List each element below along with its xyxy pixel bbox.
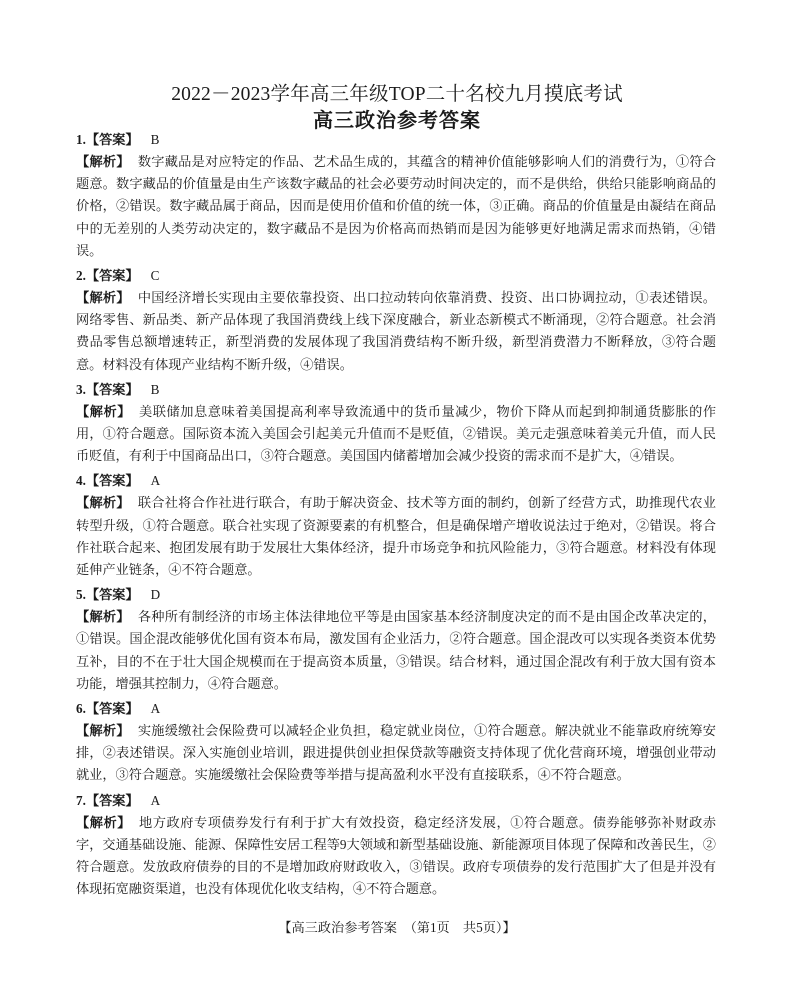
answer-line bbox=[76, 471, 716, 491]
question-number: 1. bbox=[76, 132, 86, 147]
answer-choice: A bbox=[150, 473, 161, 489]
explanation-text: 数字藏品是对应特定的作品、艺术品生成的，其蕴含的精神价值能够影响人们的消费行为，①符合题意。数字藏品的价值量是由生产该数字藏品的社会必要劳动时间决定的，而不是供给，供给只能影响商品的价格，②错误。数字藏品属于商品，因而是使用价值和价值的统一体，③正确。商品的价值量是由凝结在商品中的无差别的人类劳动决定的，数字藏品不是因为价格高而热销而是因为能够更好地满足需求而热销，④错误。 bbox=[76, 154, 716, 258]
answer-line bbox=[76, 130, 716, 150]
explanation-label: 【解析】 bbox=[76, 814, 132, 830]
question-5 bbox=[76, 585, 716, 695]
document-subtitle: 高三政治参考答案 bbox=[313, 110, 481, 132]
answer-label: 【答案】 bbox=[85, 701, 139, 717]
explanation bbox=[76, 492, 716, 581]
explanation bbox=[76, 151, 716, 262]
explanation-label: 【解析】 bbox=[76, 495, 130, 511]
explanation-label: 【解析】 bbox=[76, 403, 132, 419]
answer-line bbox=[76, 699, 716, 719]
explanation bbox=[76, 812, 716, 901]
answer-line bbox=[76, 585, 716, 605]
answer-choice: B bbox=[150, 381, 160, 397]
question-number: 2. bbox=[76, 268, 86, 284]
answer-choice: A bbox=[150, 792, 161, 808]
question-number: 7. bbox=[76, 792, 86, 808]
explanation-text: 各种所有制经济的市场主体法律地位平等是由国家基本经济制度决定的而不是由国企改革决定的，①错误。国企混改能够优化国有资本布局，激发国有企业活力，②符合题意。国企混改可以实现各类资本优势互补，目的不在于壮大国企规模而在于提高资本质量，③错误。结合材料，通过国企混改有利于放大国有资本功能，增强其控制力，④符合题意。 bbox=[76, 609, 716, 691]
answer-list bbox=[76, 130, 716, 904]
question-number: 5. bbox=[76, 587, 86, 603]
question-7 bbox=[76, 791, 716, 901]
explanation-label: 【解析】 bbox=[76, 154, 130, 169]
explanation-text: 中国经济增长实现由主要依靠投资、出口拉动转向依靠消费、投资、出口协调拉动，①表述错误。网络零售、新品类、新产品体现了我国消费线上线下深度融合，新业态新模式不断涌现，②符合题意。社会消费品零售总额增速转正，新型消费的发展体现了我国消费结构不断升级，新型消费潜力不断释放，③符合题意。材料没有体现产业结构不断升级，④错误。 bbox=[76, 290, 716, 372]
explanation-text: 美联储加息意味着美国提高利率导致流通中的货币量减少，物价下降从而起到抑制通货膨胀的作用，①符合题意。国际资本流入美国会引起美元升值而不是贬值，②错误。美元走强意味着美元升值，而人民币贬值，有利于中国商品出口，③符合题意。美国国内储蓄增加会减少投资的需求而不是扩大，④错误。 bbox=[76, 403, 717, 464]
answer-choice: B bbox=[150, 132, 160, 147]
answer-label: 【答案】 bbox=[85, 132, 139, 147]
answer-label: 【答案】 bbox=[85, 268, 139, 284]
answer-line bbox=[76, 380, 716, 400]
answer-choice: D bbox=[150, 587, 161, 603]
answer-label: 【答案】 bbox=[85, 473, 139, 489]
answer-label: 【答案】 bbox=[85, 587, 139, 603]
question-3 bbox=[76, 380, 716, 468]
answer-line bbox=[76, 266, 716, 286]
explanation-label: 【解析】 bbox=[76, 723, 130, 739]
explanation-text: 实施缓缴社会保险费可以减轻企业负担，稳定就业岗位，①符合题意。解决就业不能靠政府统筹安排，②表述错误。深入实施创业培训，跟进提供创业担保贷款等融资支持体现了优化营商环境，增强创业带动就业，③符合题意。实施缓缴社会保险费等举措与提高盈利水平没有直接联系，④不符合题意。 bbox=[76, 723, 716, 783]
question-6 bbox=[76, 699, 716, 787]
question-1 bbox=[76, 130, 716, 262]
answer-label: 【答案】 bbox=[85, 381, 139, 397]
explanation-label: 【解析】 bbox=[76, 290, 130, 306]
answer-choice: C bbox=[150, 268, 160, 284]
question-number: 3. bbox=[76, 381, 86, 397]
exam-title: 2022－2023学年高三年级TOP二十名校九月摸底考试 bbox=[171, 84, 623, 105]
explanation bbox=[76, 720, 716, 787]
explanation-text: 地方政府专项债券发行有利于扩大有效投资，稳定经济发展，①符合题意。债券能够弥补财政赤字，交通基础设施、能源、保障性安居工程等9大领域和新型基础设施、新能源项目体现了保障和改善民生，②符合题意。发放政府债券的目的不是增加政府财政收入，③错误。政府专项债券的发行范围扩大了但是并没有体现拓宽融资渠道，也没有体现优化收支结构，④不符合题意。 bbox=[76, 814, 717, 897]
explanation-label: 【解析】 bbox=[76, 609, 130, 625]
explanation bbox=[76, 606, 716, 695]
answer-line bbox=[76, 791, 716, 811]
answer-label: 【答案】 bbox=[85, 792, 139, 808]
question-number: 6. bbox=[76, 701, 86, 717]
question-2 bbox=[76, 266, 716, 376]
explanation bbox=[76, 287, 716, 376]
question-number: 4. bbox=[76, 473, 86, 489]
answer-choice: A bbox=[150, 701, 161, 717]
explanation-text: 联合社将合作社进行联合，有助于解决资金、技术等方面的制约，创新了经营方式，助推现代农业转型升级，①符合题意。联合社实现了资源要素的有机整合，但是确保增产增收说法过于绝对，②错误。将合作社联合起来、抱团发展有助于发展壮大集体经济，提升市场竞争和抗风险能力，③符合题意。材料没有体现延伸产业链条，④不符合题意。 bbox=[76, 495, 716, 578]
page-footer: 【高三政治参考答案 （第1页 共5页）】 bbox=[278, 920, 516, 935]
question-4 bbox=[76, 471, 716, 581]
explanation bbox=[76, 401, 716, 468]
